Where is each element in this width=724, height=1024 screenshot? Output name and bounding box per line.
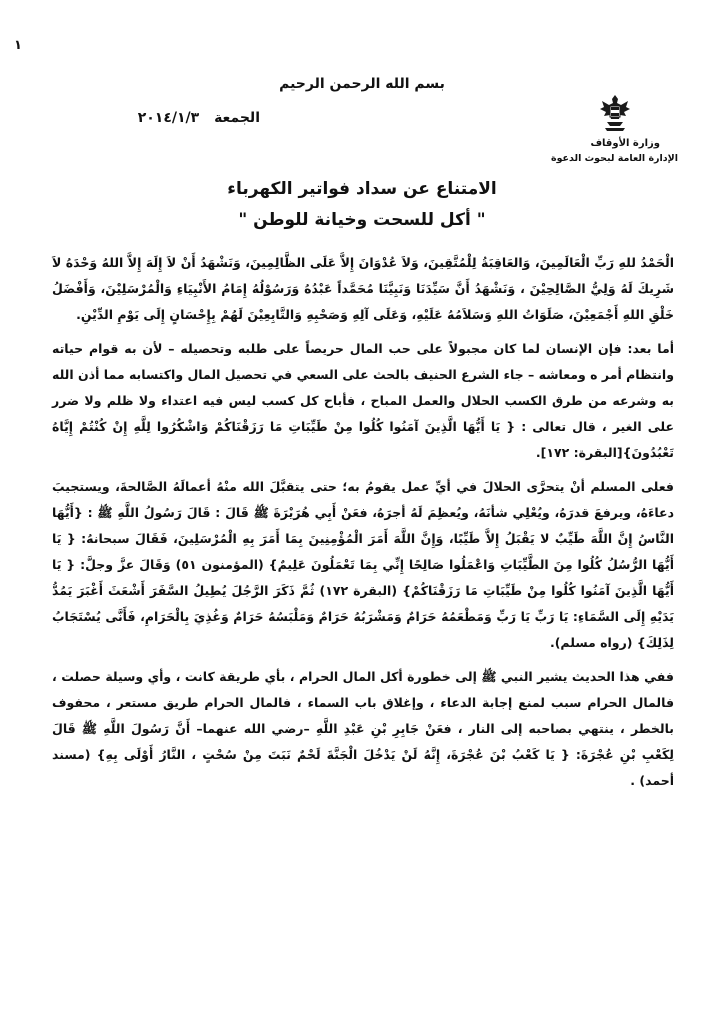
opening-praise-paragraph: الْحَمْدُ للهِ رَبِّ الْعَالَمِينَ، وَالعَاقِبَةُ لِلْمُتَّقِينَ، وَلاَ عُدْوَانَ إِلاَّ عَلَى الظَّالِمِينَ، وَنَشْهَدُ أَنْ لاَ إِلَهَ إِلاَّ اللهُ وَحْدَهُ لاَ شَرِيكَ لَهُ وَلِيُّ الصَّالِحِيْنَ ، وَنَشْهَدُ أَنَّ سَيِّدَنَا وَنَبِيَّنَا مُحَمَّداً عَبْدُهُ وَرَسُوْلُهُ إِمَامُ الأَنْبِيَاءِ وَالْمُرْسَلِيْنَ، وَأَفْضَلُ خَلْقِ اللهِ أَجْمَعِيْنَ، صَلَوَاتُ اللهِ وَسَلاَمُهُ عَلَيْهِ، وَعَلَى آلِهِ وَصَحْبِهِ وَالتَّابِعِيْنَ لَهُمْ بِإِحْسَانٍ إِلَى يَوْمِ الدِّيْنِ. (52, 255, 674, 322)
document-title: الامتناع عن سداد فواتير الكهرباء (227, 179, 497, 199)
sermon-date-value: ٢٠١٤/١/٣ (137, 110, 200, 126)
sermon-date (60, 110, 260, 126)
basmala: بسم الله الرحمن الرحيم (279, 76, 445, 92)
department-name: الإدارة العامة لبحوث الدعوة (550, 153, 678, 164)
body-paragraph: فعلى المسلم أنْ يتحرَّى الحلالَ في أيِّ عمل يقومُ به؛ حتى يتقبَّلَ الله منْهُ أعمالَهُ الصَّالحةَ، ويستجيبَ دعاءَهُ، ويرفعَ قدرَهُ، ويُعْلِي شأنَهُ، ويُعظِمَ لَهُ أجرَهُ، فعَنْ أَبِي هُرَيْرَةَ ﷺ قَالَ : قَالَ رَسُولُ اللَّهِ ﷺ : {أَيُّهَا النَّاسُ إِنَّ اللَّهَ طَيِّبٌ لا يَقْبَلُ إِلاَّ طَيِّبًا، وَإِنَّ اللَّهَ أَمَرَ الْمُؤْمِنِينَ بِمَا أَمَرَ بِهِ الْمُرْسَلِينَ، فَقَالَ سبحانهُ: { يَا أَيُّهَا الرُّسُلُ كُلُوا مِنَ الطَّيِّبَاتِ وَاعْمَلُوا صَالِحًا إِنِّي بِمَا تَعْمَلُونَ عَلِيمٌ} (المؤمنون ٥١) وَقَالَ عزَّ وجلَّ: { يَا أَيُّهَا الَّذِينَ آمَنُوا كُلُوا مِنْ طَيِّبَاتِ مَا رَزَقْنَاكُمْ} (البقرة ١٧٢) ثُمَّ ذَكَرَ الرَّجُلَ يُطِيلُ السَّفَرَ أَشْعَثَ أَغْبَرَ يَمُدُّ يَدَيْهِ إِلَى السَّمَاءِ: يَا رَبِّ يَا رَبِّ وَمَطْعَمُهُ حَرَامٌ وَمَشْرَبُهُ حَرَامٌ وَمَلْبَسُهُ حَرَامٌ وَغُذِيَ بِالْحَرَامِ، فَأَنَّى يُسْتَجَابُ لِذَلِكَ} (رواه مسلم). (52, 479, 674, 650)
body-paragraph: أما بعد: فإن الإنسان لما كان مجبولاً على حب المال حريصاً على طلبه وتحصيله – لأن به قوام حياته وانتظام أمر ه ومعاشه – جاء الشرع الحنيف بالحث على السعي في تحصيل المال واكتسابه مما أذن الله به وشرعه من طرق الكسب الحلال والعمل المباح ، فأباح كل كسب ليس فيه اعتداء ولا ظلم ولا ضرر على الغير ، قال تعالى : { يَا أَيُّهَا الَّذِينَ آمَنُوا كُلُوا مِنْ طَيِّبَاتِ مَا رَزَقْنَاكُمْ وَاشْكُرُوا لِلَّهِ إِنْ كُنْتُمْ إِيَّاهُ تَعْبُدُونَ}[البقرة: ١٧٢]. (52, 341, 674, 460)
body-paragraph: ففي هذا الحديث يشير النبي ﷺ إلى خطورة أكل المال الحرام ، بأي طريقة كانت ، وأي وسيلة حصلت ، فالمال الحرام سبب لمنع إجابة الدعاء ، وإغلاق باب السماء ، فالمال الحرام طريق مستعر ، محفوف بالخطر ، ينتهي بصاحبه إلى النار ، فعَنْ جَابِرِ بْنِ عَبْدِ اللَّهِ –رضي الله عنهما– أَنَّ رَسُولَ اللَّهِ ﷺ قَالَ لِكَعْبِ بْنِ عُجْرَةَ: { يَا كَعْبُ بْنَ عُجْرَةَ، إِنَّهُ لَنْ يَدْخُلَ الْجَنَّةَ لَحْمٌ نَبَتَ مِنْ سُحْتٍ ، النَّارُ أَوْلَى بِهِ} (مسند أحمد) . (52, 669, 674, 788)
ministry-name: وزارة الأوقاف (590, 138, 660, 149)
eagle-emblem-icon (598, 92, 632, 134)
document-body (52, 250, 674, 802)
document-subtitle: " أكل للسحت وخيانة للوطن " (238, 210, 486, 230)
sermon-day: الجمعة (214, 110, 260, 126)
page-number: ١ (14, 38, 22, 53)
